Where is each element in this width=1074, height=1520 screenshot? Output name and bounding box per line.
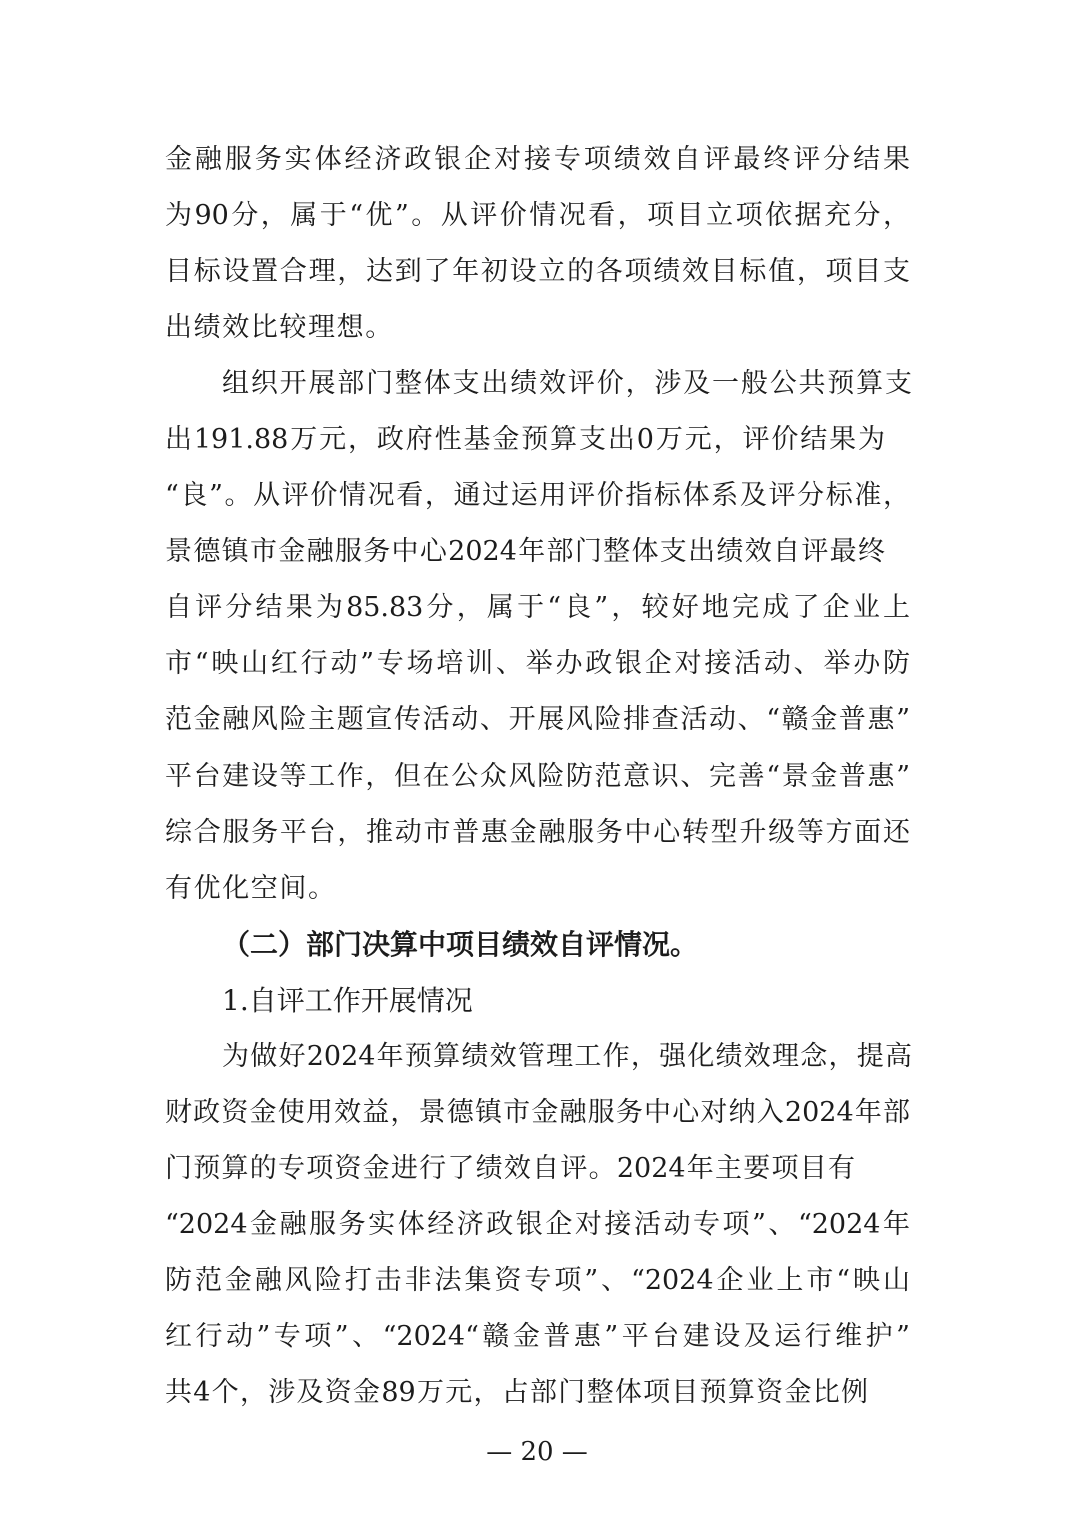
section-heading: （二）部门决算中项目绩效自评情况。 xyxy=(222,928,699,961)
page-number: — 20 — xyxy=(486,1437,588,1467)
body-text-line: 目标设置合理，达到了年初设立的各项绩效目标值，项目支 xyxy=(165,256,910,287)
body-text-line: 有优化空间。 xyxy=(165,873,337,904)
body-text-line: 平台建设等工作，但在公众风险防范意识、完善“景金普惠” xyxy=(165,761,910,792)
body-text-line: 自评分结果为85.83分，属于“良”，较好地完成了企业上 xyxy=(165,592,910,623)
body-text-line: 为做好2024年预算绩效管理工作，强化绩效理念，提高 xyxy=(222,1041,912,1072)
body-text-line: “良”。从评价情况看，通过运用评价指标体系及评分标准， xyxy=(165,480,910,511)
body-text-line: 组织开展部门整体支出绩效评价，涉及一般公共预算支 xyxy=(222,368,912,399)
body-text-line: 门预算的专项资金进行了绩效自评。2024年主要项目有 xyxy=(165,1153,855,1184)
body-text-line: 财政资金使用效益，景德镇市金融服务中心对纳入2024年部 xyxy=(165,1097,910,1128)
body-text-line: 红行动”专项”、“2024“赣金普惠”平台建设及运行维护” xyxy=(165,1321,910,1352)
body-text-line: 范金融风险主题宣传活动、开展风险排查活动、“赣金普惠” xyxy=(165,704,910,735)
body-text-line: 出绩效比较理想。 xyxy=(165,312,394,343)
body-text-line: 为90分，属于“优”。从评价情况看，项目立项依据充分， xyxy=(165,200,910,231)
body-text-line: 金融服务实体经济政银企对接专项绩效自评最终评分结果 xyxy=(165,144,910,175)
subsection-heading: 1.自评工作开展情况 xyxy=(222,984,473,1017)
body-text-line: 防范金融风险打击非法集资专项”、“2024企业上市“映山 xyxy=(165,1265,910,1296)
body-text-line: “2024金融服务实体经济政银企对接活动专项”、“2024年 xyxy=(165,1209,910,1240)
body-text-line: 综合服务平台，推动市普惠金融服务中心转型升级等方面还 xyxy=(165,817,910,848)
body-text-line: 市“映山红行动”专场培训、举办政银企对接活动、举办防 xyxy=(165,648,910,679)
body-text-line: 出191.88万元，政府性基金预算支出0万元，评价结果为 xyxy=(165,424,885,455)
body-text-line: 景德镇市金融服务中心2024年部门整体支出绩效自评最终 xyxy=(165,536,885,567)
body-text-line: 共4个，涉及资金89万元，占部门整体项目预算资金比例 xyxy=(165,1377,868,1408)
